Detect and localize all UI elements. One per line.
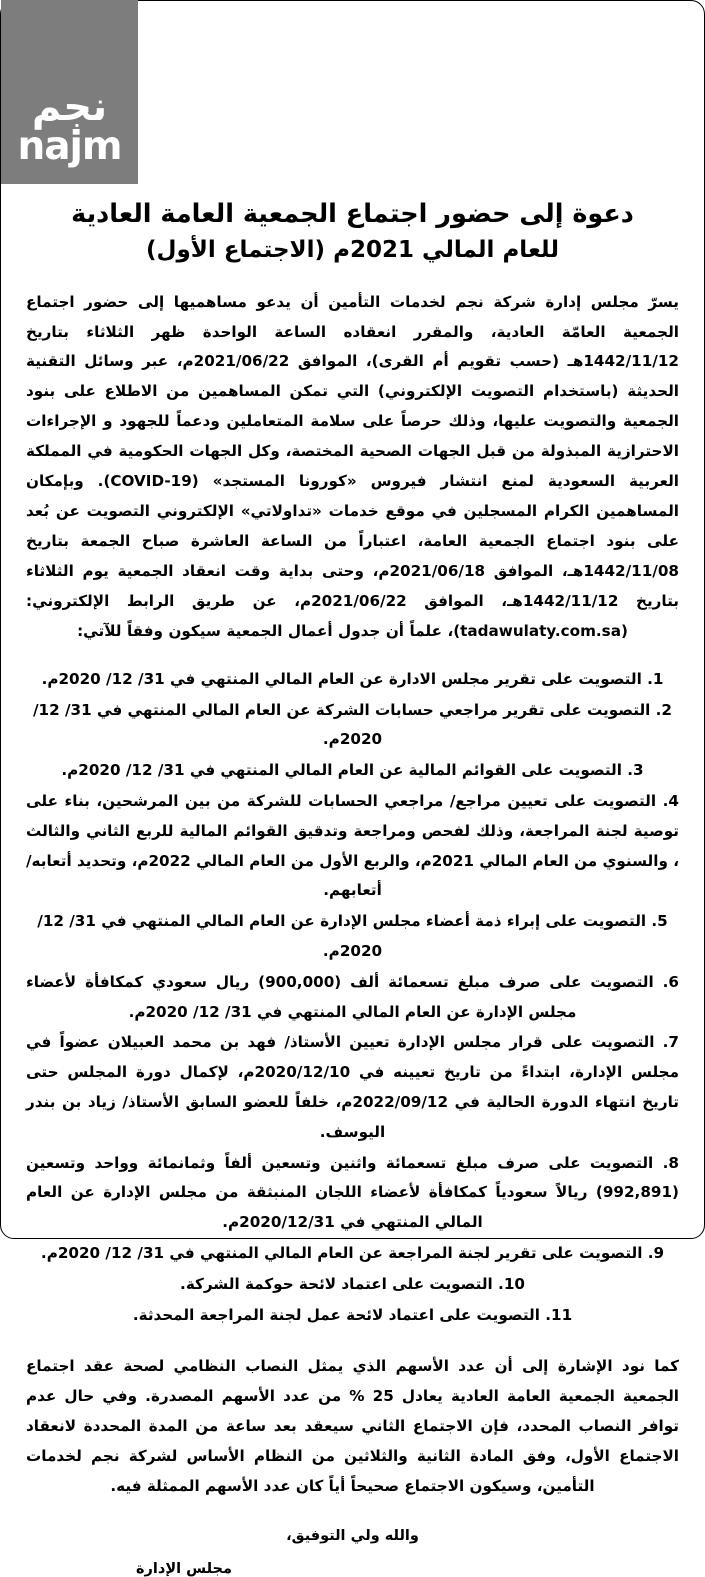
agenda-list	[26, 665, 679, 1331]
logo-arabic-wordmark: نجم	[31, 84, 108, 130]
closing-paragraph: كما نود الإشارة إلى أن عدد الأسهم الذي يمثل النصاب النظامي لصحة عقد اجتماع الجمعية الجمعية العامة العادية يعادل 25 % من عدد الأسهم المصدرة. وفي حال عدم توافر النصاب المحدد، فإن الاجتماع الثاني سيعقد بعد ساعة من المدة المحددة لانعقاد الاجتماع الأول، وفق المادة الثانية والثلاثين من النظام الأساس لشركة نجم لخدمات التأمين، وسيكون الاجتماع صحيحاً أياً كان عدد الأسهم الممثلة فيه.	[26, 1357, 679, 1496]
page-title	[26, 197, 679, 267]
agenda-item-3: 3. التصويت على القوائم المالية عن العام المالي المنتهي في 31/ 12/ 2020م.	[61, 761, 644, 780]
agenda-item-10: 10. التصويت على اعتماد لائحة حوكمة الشركة.	[180, 1274, 525, 1293]
signature-text: مجلس الإدارة	[136, 1561, 232, 1577]
agenda-item-4: 4. التصويت على تعيين مراجع/ مراجعي الحسابات للشركة من بين المرشحين، بناء على توصية لجنة المراجعة، وذلك لفحص ومراجعة وتدقيق القوائم المالية للربع الثاني والثالث ، والسنوي من العام المالي 2021م، والربع الأول من العام المالي 2022م، وتحديد أتعابه/ أتعابهم.	[26, 792, 679, 900]
intro-paragraph: يسرّ مجلس إدارة شركة نجم لخدمات التأمين أن يدعو مساهميها إلى حضور اجتماع الجمعية العامّة العادية، والمقرر انعقاده الساعة الواحدة ظهر الثلاثاء بتاريخ 1442/11/12هـ (حسب تقويم أم القرى)، الموافق 2021/06/22م، عبر وسائل التقنية الحديثة (باستخدام التصويت الإلكتروني) التي تمكن المساهمين من الاطلاع على بنود الجمعية والتصويت عليها، وذلك حرصاً على سلامة المتعاملين ودعماً للجهود و الإجراءات الاحترازية المبذولة من قبل الجهات الصحية المختصة، وكل الجهات الحكومية في المملكة العربية السعودية لمنع انتشار فيروس «كورونا المستجد» (COVID-19). وبإمكان المساهمين الكرام المسجلين في موقع خدمات «تداولاتي» الإلكتروني التصويت عن بُعد على بنود اجتماع الجمعية العامة، اعتباراً من الساعة العاشرة صباح الجمعة بتاريخ 1442/11/08هـ، الموافق 2021/06/18م، وحتى بداية وقت انعقاد الجمعية يوم الثلاثاء بتاريخ 1442/11/12هـ، الموافق 2021/06/22م، عن طريق الرابط الإلكتروني: (tadawulaty.com.sa)، علماً أن جدول أعمال الجمعية سيكون وفقاً للآتي:	[26, 292, 680, 640]
agenda-item-11: 11. التصويت على اعتماد لائحة عمل لجنة المراجعة المحدثة.	[132, 1305, 573, 1324]
agenda-item-8: 8. التصويت على صرف مبلغ تسعمائة واثنين وتسعين ألفاً وثمانمائة وواحد وتسعين (992,891) ريالاً سعودياً كمكافأة لأعضاء اللجان المنبثقة من مجلس الإدارة عن العام المالي المنتهي في 2020/12/31م.	[26, 1153, 679, 1232]
agenda-item-6: 6. التصويت على صرف مبلغ تسعمائة ألف (900,000) ريال سعودي كمكافأة لأعضاء مجلس الإدارة عن العام المالي المنتهي في 31/ 12/ 2020م.	[26, 972, 679, 1021]
agenda-item-2: 2. التصويت على تقرير مراجعي حسابات الشركة عن العام المالي المنتهي في 31/ 12/ 2020م.	[32, 700, 672, 749]
title-line-2: للعام المالي 2021م (الاجتماع الأول)	[146, 237, 559, 264]
salutation-text: والله ولي التوفيق،	[286, 1528, 419, 1545]
document-content	[1, 1, 704, 1577]
agenda-item-5: 5. التصويت على إبراء ذمة أعضاء مجلس الإدارة عن العام المالي المنتهي في 31/ 12/ 2020م.	[37, 912, 668, 961]
title-line-1: دعوة إلى حضور اجتماع الجمعية العامة العادية	[71, 199, 634, 229]
agenda-item-9: 9. التصويت على تقرير لجنة المراجعة عن العام المالي المنتهي في 31/ 12/ 2020م.	[40, 1244, 665, 1262]
logo-latin-wordmark: najm	[17, 124, 122, 169]
agenda-item-1: 1. التصويت على تقرير مجلس الادارة عن العام المالي المنتهي في 31/ 12/ 2020م.	[41, 669, 664, 688]
agenda-item-7: 7. التصويت على قرار مجلس الإدارة تعيين الأستاذ/ فهد بن محمد العبيلان عضواً في مجلس الإدارة، ابتداءً من تاريخ تعيينه في 2020/12/10م، لإكمال دورة المجلس حتى تاريخ انتهاء الدورة الحالية في 2022/09/12م، خلفاً للعضو السابق الأستاذ/ زياد بن بندر اليوسف.	[26, 1033, 679, 1141]
